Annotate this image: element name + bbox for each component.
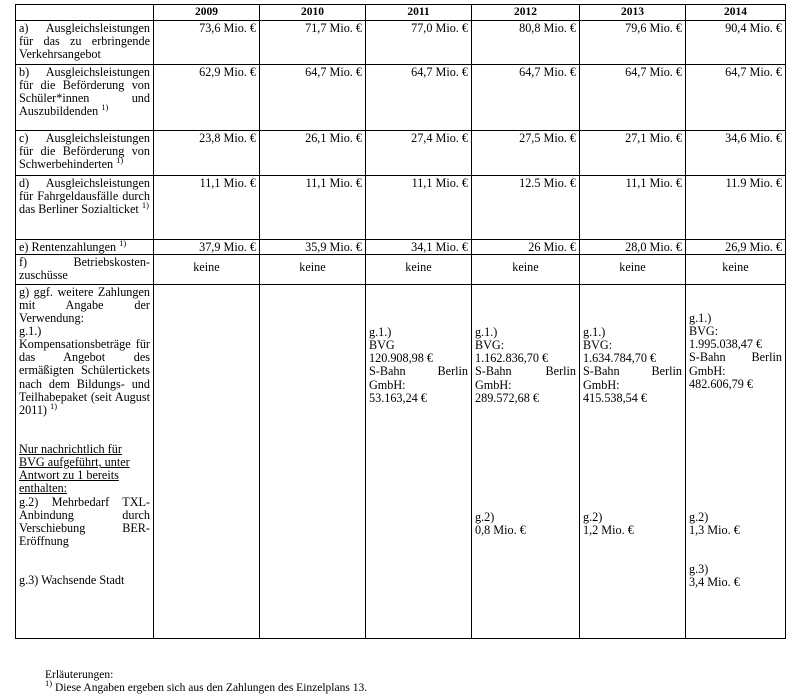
g3-entry: g.3) bbox=[689, 561, 709, 576]
g1-entry: 1.162.836,70 € bbox=[475, 351, 549, 366]
row-label-text: c) Ausgleichsleistungen für die Beförderung von Schwerbehinderten bbox=[19, 131, 150, 172]
g1-entry: 120.908,98 € bbox=[369, 351, 433, 366]
g1-entry: BVG bbox=[369, 338, 395, 353]
value-cell: 64,7 Mio. € bbox=[472, 65, 580, 131]
value-cell: 23,8 Mio. € bbox=[154, 131, 260, 176]
row-e bbox=[16, 240, 786, 255]
row-f bbox=[16, 255, 786, 285]
g1-entry: S-Bahn Berlin bbox=[583, 364, 682, 379]
footnote-marker: 1) bbox=[50, 400, 58, 411]
value-cell: 28,0 Mio. € bbox=[580, 240, 686, 255]
g1-entry: 482.606,79 € bbox=[689, 376, 753, 391]
g1-entry: GmbH: bbox=[689, 363, 726, 378]
row-d bbox=[16, 176, 786, 240]
value-cell: 34,6 Mio. € bbox=[686, 131, 786, 176]
header-row bbox=[16, 5, 786, 21]
row-e-label bbox=[16, 240, 154, 255]
g2-entry: 1,3 Mio. € bbox=[689, 522, 740, 537]
value-cell: keine bbox=[260, 255, 366, 285]
footnote-marker: 1) bbox=[116, 155, 124, 166]
g-cell-2012 bbox=[472, 285, 580, 639]
notes-heading: Erläuterungen: bbox=[45, 669, 114, 681]
value-cell: 71,7 Mio. € bbox=[260, 21, 366, 65]
row-b bbox=[16, 65, 786, 131]
g1-entry: 1.995.038,47 € bbox=[689, 337, 763, 352]
row-a-label bbox=[16, 21, 154, 65]
value-cell: 80,8 Mio. € bbox=[472, 21, 580, 65]
year-header: 2013 bbox=[580, 5, 686, 21]
g1-entry: 415.538,54 € bbox=[583, 390, 647, 405]
value-cell: 26,9 Mio. € bbox=[686, 240, 786, 255]
row-c-label bbox=[16, 131, 154, 176]
value-cell: 11,1 Mio. € bbox=[260, 176, 366, 240]
g1-entry: g.1.) bbox=[475, 325, 498, 340]
row-label-text: d) Ausgleichsleistungen für Fahrgeldausfälle durch das Berliner Sozialticket bbox=[19, 176, 150, 217]
g-cell-2009 bbox=[154, 285, 260, 639]
value-cell: 27,1 Mio. € bbox=[580, 131, 686, 176]
corner-cell bbox=[16, 5, 154, 21]
year-header: 2009 bbox=[154, 5, 260, 21]
value-cell: 77,0 Mio. € bbox=[366, 21, 472, 65]
footnote-marker: 1) bbox=[45, 678, 53, 689]
g1-entry: S-Bahn Berlin bbox=[369, 364, 468, 379]
row-c bbox=[16, 131, 786, 176]
g-intro: g) ggf. weitere Zahlungen mit Angabe der Verwendung: bbox=[19, 285, 150, 326]
row-g bbox=[16, 285, 786, 639]
g-note-line: BVG aufgeführt, unter bbox=[19, 455, 130, 470]
value-cell: 26,1 Mio. € bbox=[260, 131, 366, 176]
value-cell: 12.5 Mio. € bbox=[472, 176, 580, 240]
value-cell: 90,4 Mio. € bbox=[686, 21, 786, 65]
value-cell: 34,1 Mio. € bbox=[366, 240, 472, 255]
value-cell: 27,5 Mio. € bbox=[472, 131, 580, 176]
value-cell: keine bbox=[472, 255, 580, 285]
value-cell: 64,7 Mio. € bbox=[686, 65, 786, 131]
g1-entry: GmbH: bbox=[369, 377, 406, 392]
g-cell-2010 bbox=[260, 285, 366, 639]
g-cell-2014 bbox=[686, 285, 786, 639]
g1-entry: g.1.) bbox=[583, 325, 606, 340]
payments-table bbox=[15, 4, 786, 639]
value-cell: 73,6 Mio. € bbox=[154, 21, 260, 65]
value-cell: 11,1 Mio. € bbox=[366, 176, 472, 240]
g-note-line: Antwort zu 1 bereits bbox=[19, 468, 119, 483]
g1-entry: g.1.) bbox=[369, 325, 392, 340]
row-g-label bbox=[16, 285, 154, 639]
g2-entry: g.2) bbox=[583, 509, 603, 524]
value-cell: 11,1 Mio. € bbox=[154, 176, 260, 240]
g-note-line: Nur nachrichtlich für bbox=[19, 442, 122, 457]
row-a bbox=[16, 21, 786, 65]
value-cell: 64,7 Mio. € bbox=[260, 65, 366, 131]
g-cell-2011 bbox=[366, 285, 472, 639]
year-header: 2011 bbox=[366, 5, 472, 21]
value-cell: 11.9 Mio. € bbox=[686, 176, 786, 240]
g1-entry: BVG: bbox=[475, 338, 505, 353]
g2-entry: 1,2 Mio. € bbox=[583, 522, 634, 537]
g1-entry: GmbH: bbox=[583, 377, 620, 392]
value-cell: 64,7 Mio. € bbox=[366, 65, 472, 131]
value-cell: 27,4 Mio. € bbox=[366, 131, 472, 176]
g2-entry: g.2) bbox=[475, 509, 495, 524]
g-note-line: enthalten: bbox=[19, 481, 68, 496]
g2-entry: 0,8 Mio. € bbox=[475, 522, 526, 537]
row-d-label bbox=[16, 176, 154, 240]
g1-label-text: g.1.) Kompensationsbeträge für das Angebot des ermäßigten Schülertickets nach dem Bildungs- und Teilhabepaket (seit August 2011) bbox=[19, 324, 150, 417]
g2-label: g.2) Mehrbedarf TXL-Anbindung durch Verschiebung BER-Eröffnung bbox=[19, 494, 150, 548]
g1-entry: BVG: bbox=[583, 338, 613, 353]
value-cell: keine bbox=[686, 255, 786, 285]
footnotes bbox=[45, 669, 367, 695]
g1-entry: GmbH: bbox=[475, 377, 512, 392]
year-header: 2012 bbox=[472, 5, 580, 21]
g1-entry: 1.634.784,70 € bbox=[583, 351, 657, 366]
g1-entry: BVG: bbox=[689, 324, 719, 339]
year-header: 2014 bbox=[686, 5, 786, 21]
g1-label bbox=[19, 325, 150, 443]
value-cell: 11,1 Mio. € bbox=[580, 176, 686, 240]
value-cell: 37,9 Mio. € bbox=[154, 240, 260, 255]
value-cell: keine bbox=[154, 255, 260, 285]
notes-line bbox=[45, 678, 368, 695]
value-cell: 35,9 Mio. € bbox=[260, 240, 366, 255]
g-cell-2013 bbox=[580, 285, 686, 639]
row-f-label: f) Betriebskosten-zuschüsse bbox=[16, 255, 154, 285]
value-cell: 26 Mio. € bbox=[472, 240, 580, 255]
g2-entry: g.2) bbox=[689, 509, 709, 524]
g3-label: g.3) Wachsende Stadt bbox=[19, 572, 125, 587]
footnote-marker: 1) bbox=[119, 238, 127, 249]
row-label-text: a) Ausgleichsleistungen für das zu erbringende Verkehrsangebot bbox=[19, 21, 150, 62]
value-cell: 79,6 Mio. € bbox=[580, 21, 686, 65]
g1-entry: g.1.) bbox=[689, 311, 712, 326]
value-cell: keine bbox=[366, 255, 472, 285]
value-cell: keine bbox=[580, 255, 686, 285]
g3-entry: 3,4 Mio. € bbox=[689, 575, 740, 590]
g1-entry: 289.572,68 € bbox=[475, 390, 539, 405]
row-label-text: b) Ausgleichsleistungen für die Beförderung von Schüler*innen und Auszubildenden bbox=[19, 65, 150, 119]
g1-entry: S-Bahn Berlin bbox=[689, 350, 782, 365]
row-label-text: e) Rentenzahlungen bbox=[19, 240, 117, 255]
value-cell: 64,7 Mio. € bbox=[580, 65, 686, 131]
value-cell: 62,9 Mio. € bbox=[154, 65, 260, 131]
row-b-label bbox=[16, 65, 154, 131]
year-header: 2010 bbox=[260, 5, 366, 21]
g1-entry: 53.163,24 € bbox=[369, 390, 427, 405]
footnote-marker: 1) bbox=[101, 102, 109, 113]
notes-text: Diese Angaben ergeben sich aus den Zahlungen des Einzelplans 13. bbox=[54, 682, 368, 694]
g1-entry: S-Bahn Berlin bbox=[475, 364, 576, 379]
footnote-marker: 1) bbox=[141, 200, 149, 211]
